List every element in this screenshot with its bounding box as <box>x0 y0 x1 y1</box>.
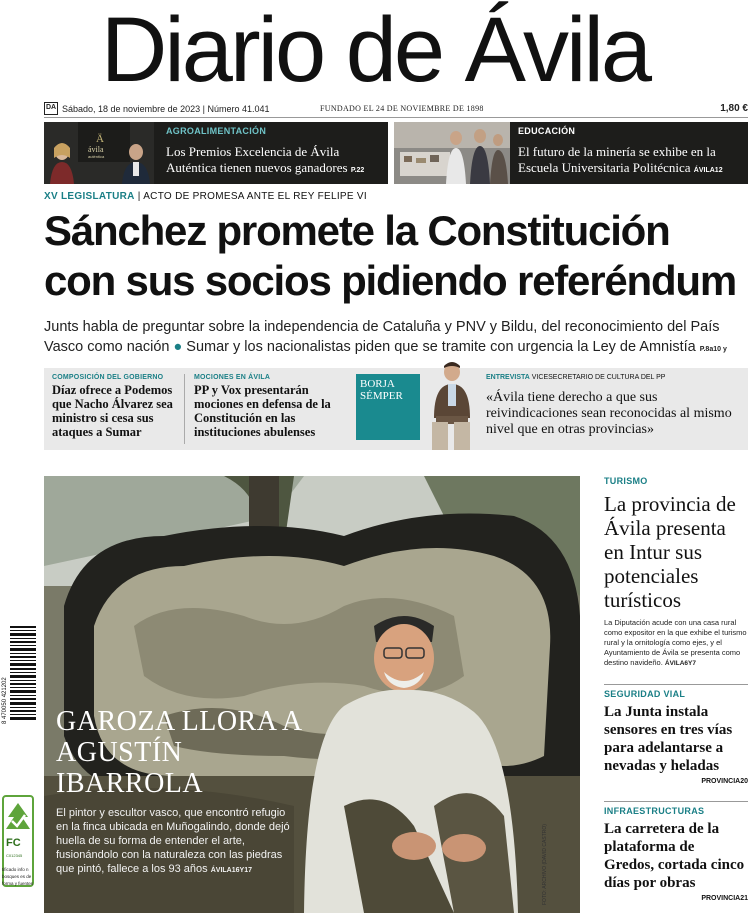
right-kicker: TURISMO <box>604 476 648 486</box>
right-page <box>604 895 748 902</box>
main-headline[interactable]: Sánchez promete la Constitución con sus socios pidiendo referéndum <box>44 207 737 304</box>
masthead <box>0 0 750 100</box>
main-subsection: | ACTO DE PROMESA ANTE EL REY FELIPE VI <box>137 191 367 202</box>
interviewee-photo <box>422 358 482 450</box>
photo-text <box>56 806 296 878</box>
strip-headline: PP y Vox presentarán mociones en defensa de la Constitución en las instituciones abulenses <box>194 383 331 439</box>
right-page <box>604 778 748 785</box>
strip-item-gobierno[interactable] <box>52 374 178 439</box>
interviewee-name-badge: BORJA SÉMPER <box>356 374 420 440</box>
promo-headline-text: Los Premios Excelencia de Ávila Auténtica tienen nuevos ganadores <box>166 144 348 175</box>
promo-agroalimentacion[interactable] <box>44 122 388 184</box>
right-story-infra[interactable] <box>604 806 748 902</box>
promo-kicker: AGROALIMENTACIÓN <box>166 126 267 136</box>
interview-quote[interactable]: «Ávila tiene derecho a que sus reivindicaciones sean reconocidas al mismo nivel que en otras provincias» <box>486 390 732 437</box>
strip-kicker: MOCIONES EN ÁVILA <box>194 374 271 381</box>
tree-check-icon <box>4 799 32 835</box>
fsc-code: C012345 <box>6 853 23 858</box>
right-headline: La Junta instala sensores en tres vías para adelantarse a nevadas y heladas <box>604 704 733 774</box>
right-story-turismo[interactable] <box>604 476 748 669</box>
margin-note: tificado info n bosques es de forma y fuentes <box>2 867 34 886</box>
right-text <box>604 618 748 669</box>
barcode-icon <box>10 624 36 724</box>
interview-kicker-label: ENTREVISTA <box>486 374 530 381</box>
right-kicker: SEGURIDAD VIAL <box>604 689 686 699</box>
strip-headline: Díaz ofrece a Podemos que Nacho Álvarez sea ministro si cesa sus ataques a Sumar <box>52 383 173 439</box>
main-sub-1: Junts habla de preguntar sobre la independencia de Cataluña y PNV y Bildu, del reconocimiento del País Vasco como nación <box>44 319 720 355</box>
bullet-dot-icon: ● <box>173 339 183 355</box>
photo-credit: FOTO: ARCHIVO (DAVID CASTRO) <box>542 824 548 905</box>
strip-item-mociones[interactable] <box>194 374 334 439</box>
photo-page: ÁVILA16Y17 <box>210 867 252 874</box>
main-pages: P.8a10 y <box>699 346 727 353</box>
right-headline: La provincia de Ávila presenta en Intur sus potenciales turísticos <box>604 492 736 612</box>
promo-headline <box>518 144 746 179</box>
right-page: ÁVILA6Y7 <box>664 660 696 667</box>
promo-kicker: EDUCACIÓN <box>518 126 576 136</box>
price: 1,80 € <box>720 103 748 114</box>
promo-page: ÁVILA12 <box>693 167 723 174</box>
right-story-vial[interactable] <box>604 689 748 785</box>
dateline <box>44 102 748 118</box>
promo-headline-text: El futuro de la minería se exhibe en la Escuela Universitaria Politécnica <box>518 144 716 175</box>
promo-photo-awards <box>44 122 154 184</box>
promo-page: P.22 <box>350 167 365 174</box>
interview-kicker <box>486 374 665 381</box>
right-page-label: PROVINCIA20 <box>701 778 748 785</box>
masthead-logo-icon: DA <box>44 102 58 115</box>
barcode-number: 8 470050 421202 <box>2 677 8 724</box>
interview-kicker-rest: VICESECRETARIO DE CULTURA DEL PP <box>531 374 666 381</box>
promo-educacion[interactable] <box>394 122 748 184</box>
photo-text-body: El pintor y escultor vasco, que encontró refugio en la finca ubicada en Muñogalindo, donde dejó huella de su forma de entender el arte, fusionándolo con la naturaleza con las piedras que pintó, fallece a los 93 años <box>56 807 290 875</box>
secondary-strip <box>44 368 748 450</box>
promo-sign-text: ávila <box>88 145 104 154</box>
right-divider <box>604 684 748 685</box>
svg-text:Ä: Ä <box>96 133 104 145</box>
right-divider <box>604 801 748 802</box>
promo-sign-subtext: auténtica <box>88 154 105 159</box>
issue-date: Sábado, 18 de noviembre de 2023 | Número 41.041 <box>62 104 270 114</box>
photo-headline: GAROZA LLORA A AGUSTÍN IBARROLA <box>56 706 302 799</box>
fsc-label: FC <box>6 837 21 849</box>
lead-photo-story[interactable] <box>44 476 580 913</box>
main-sub-2: Sumar y los nacionalistas piden que se tramite con urgencia la Ley de Amnistía <box>186 339 696 355</box>
main-section-line <box>44 191 367 202</box>
right-headline: La carretera de la plataforma de Gredos, cortada cinco días por obras <box>604 821 745 891</box>
founded-line: FUNDADO EL 24 DE NOVIEMBRE DE 1898 <box>320 104 484 113</box>
main-section: XV LEGISLATURA <box>44 191 135 202</box>
promo-headline <box>166 144 384 179</box>
right-text-body: La Diputación acude con una casa rural como expositor en la que exhibe el turismo rural y la ornitología como ejes, y el Ayuntamiento de Ávila se presenta como destino navideño. <box>604 618 747 667</box>
strip-divider <box>184 374 185 444</box>
right-kicker: INFRAESTRUCTURAS <box>604 806 705 816</box>
strip-kicker: COMPOSICIÓN DEL GOBIERNO <box>52 374 164 381</box>
promo-photo-mining <box>394 122 510 184</box>
newspaper-title[interactable]: Diario de Ávila <box>100 0 650 101</box>
right-page-label: PROVINCIA21 <box>701 895 748 902</box>
